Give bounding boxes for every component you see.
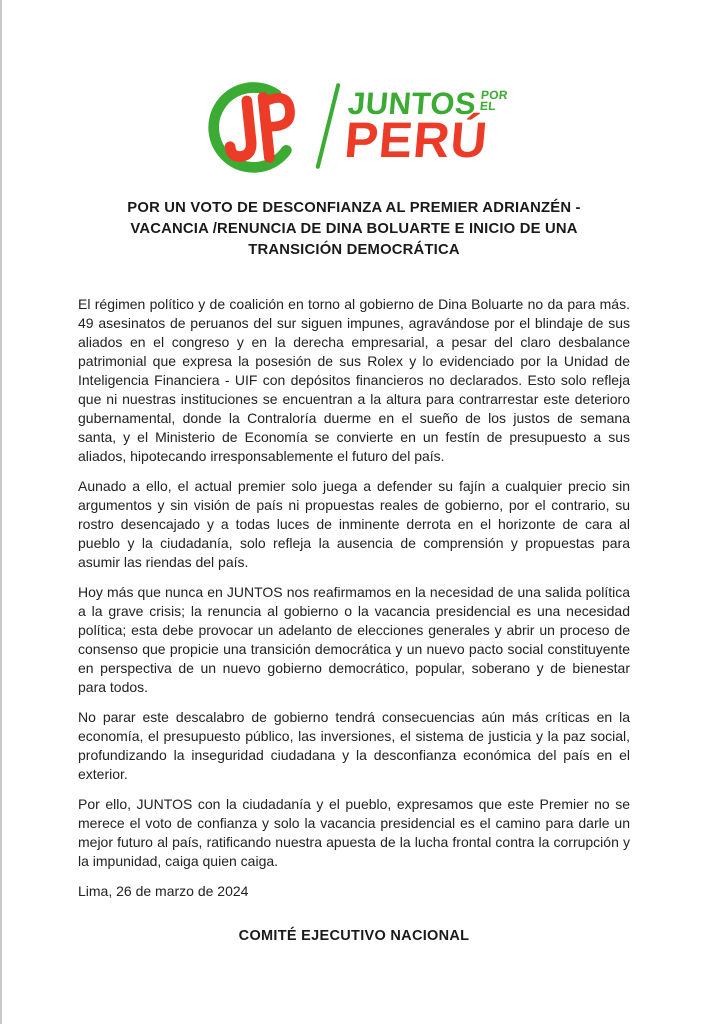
statement-body <box>78 295 630 901</box>
wordmark-el: EL <box>479 98 497 113</box>
statement-title <box>2 198 706 261</box>
wordmark-por: POR <box>480 87 509 102</box>
footer-signature: COMITÉ EJECUTIVO NACIONAL <box>238 928 470 944</box>
body-paragraph-5: Por ello, JUNTOS con la ciudadanía y el pueblo, expresamos que este Premier no se merece el voto de confianza y solo la vacancia presidencial es el camino para darle un mejor futuro al país, ratificando nuestra apuesta de la lucha frontal contra la corrupción y la impunidad, caiga quien caiga. <box>78 796 630 869</box>
jp-monogram-icon <box>202 74 314 178</box>
logo-slash-icon <box>316 83 341 169</box>
body-paragraph-3: Hoy más que nunca en JUNTOS nos reafirmamos en la necesidad de una salida política a la grave crisis; la renuncia al gobierno o la vacancia presidencial es una necesidad política; esta debe provocar un adelanto de elecciones generales y abrir un proceso de consenso que propicie una transición democrática y un nuevo pacto social constituyente en perspectiva de un nuevo gobierno democrático, popular, soberano y de bienestar para todos. <box>78 584 630 695</box>
jp-logo <box>2 72 706 180</box>
title-line-2: VACANCIA /RENUNCIA DE DINA BOLUARTE E INICIO DE UNA <box>130 221 578 237</box>
logo-wordmark <box>342 85 509 168</box>
body-paragraph-4: No parar este descalabro de gobierno tendrá consecuencias aún más críticas en la economía, el presupuesto público, las inversiones, el sistema de justicia y la paz social, profundizando la inseguridad ciudadana y la desconfianza económica del país en el exterior. <box>78 709 630 782</box>
body-paragraph-1: El régimen político y de coalición en torno al gobierno de Dina Boluarte no da para más. 49 asesinatos de peruanos del sur siguen impunes, agravándose por el blindaje de sus aliados en el congreso y en la derecha empresarial, a pesar del claro desbalance patrimonial que expresa la posesión de sus Rolex y lo evidenciado por la Unidad de Inteligencia Financiera - UIF con depósitos financieros no declarados. Esto solo refleja que ni nuestras instituciones se encuentran a la altura para contrarrestar este deterioro gubernamental, donde la Contraloría duerme en el sueño de los justos de semana santa, y el Ministerio de Economía se convierte en un festín de presupuesto a sus aliados, hipotecando irresponsablemente el futuro del país. <box>78 296 630 464</box>
date-line: Lima, 26 de marzo de 2024 <box>78 883 249 899</box>
title-line-3: TRANSICIÓN DEMOCRÁTICA <box>248 242 460 258</box>
body-paragraph-2: Aunado a ello, el actual premier solo juega a defender su fajín a cualquier precio sin argumentos y sin visión de país ni propuestas reales de gobierno, por el contrario, su rostro desencajado y a todas luces de inminente derrota en el horizonte de cara al pueblo y la ciudadanía, solo refleja la ausencia de comprensión y propuestas para asumir las riendas del país. <box>78 478 630 570</box>
wordmark-juntos: JUNTOS <box>346 85 479 121</box>
title-line-1: POR UN VOTO DE DESCONFIANZA AL PREMIER ADRIANZÉN - <box>127 200 581 216</box>
wordmark-peru: PERÚ <box>342 111 491 168</box>
wordmark-por-el <box>479 87 509 113</box>
